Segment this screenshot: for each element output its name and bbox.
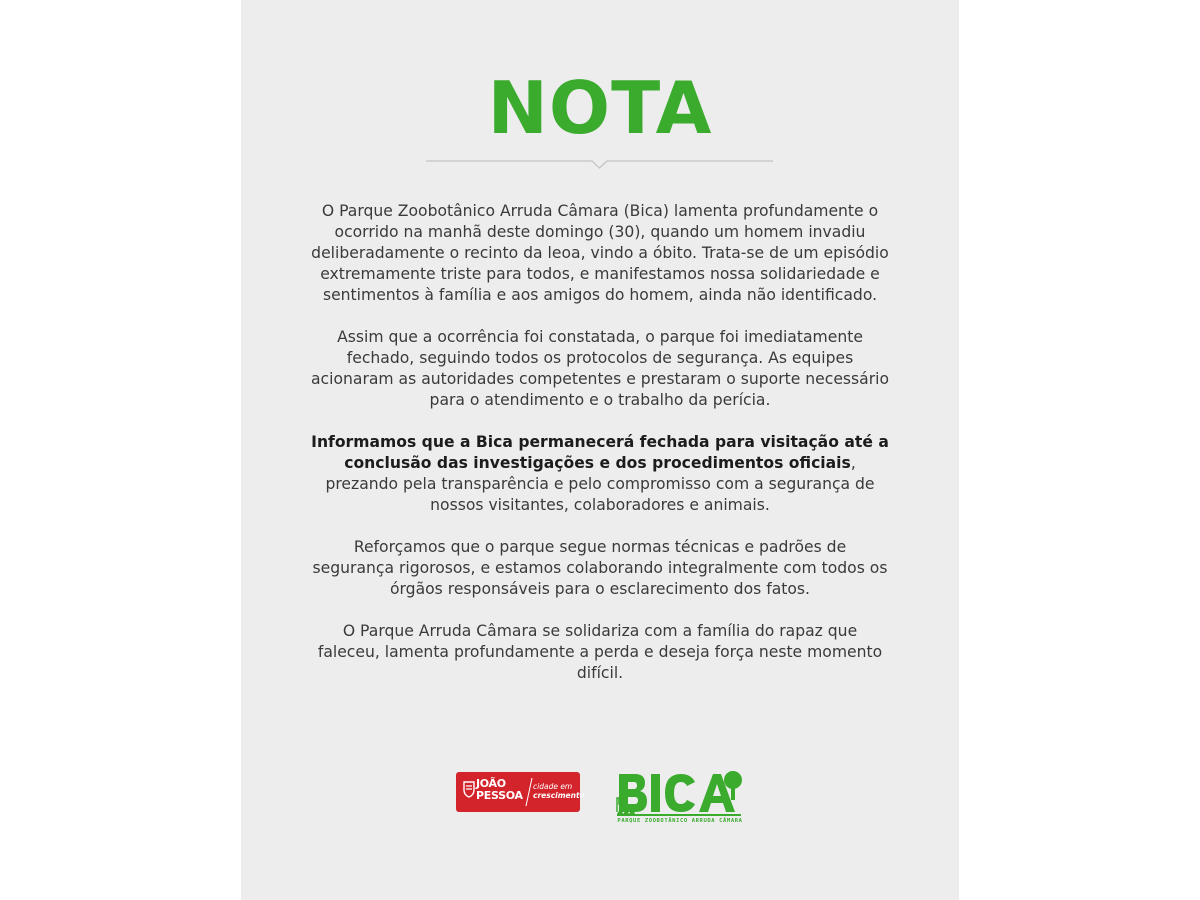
paragraph-3-bold: Informamos que a Bica permanecerá fechada para visitação até a conclusão das investigações e dos procedimentos oficiais [311, 433, 889, 472]
page-title: NOTA [487, 66, 713, 150]
joao-pessoa-line1: JOÃO [476, 777, 506, 790]
joao-pessoa-slogan [533, 782, 585, 800]
joao-pessoa-name [476, 778, 523, 802]
paragraph-3 [311, 432, 889, 516]
note-card [241, 0, 959, 900]
slogan-line2: crescimento [533, 791, 585, 800]
paragraph-4: Reforçamos que o parque segue normas técnicas e padrões de segurança rigorosos, e estamos colaborando integralmente com todos os órgãos responsáveis para o esclarecimento dos fatos. [312, 538, 888, 598]
paragraph-1: O Parque Zoobotânico Arruda Câmara (Bica) lamenta profundamente o ocorrido na manhã deste domingo (30), quando um homem invadiu deliberadamente o recinto da leoa, vindo a óbito. Trata-se de um episódio extremamente triste para todos, e manifestamos nossa solidariedade e sentimentos à família e aos amigos do homem, ainda não identificado. [311, 202, 889, 304]
title-divider [426, 160, 773, 172]
joao-pessoa-line2: PESSOA [476, 789, 523, 802]
joao-pessoa-logo [456, 772, 585, 812]
paragraph-3-rest: , prezando pela transparência e pelo compromisso com a segurança de nossos visitantes, colaboradores e animais. [325, 454, 875, 514]
bica-logo [615, 768, 745, 830]
note-body [311, 201, 889, 705]
paragraph-5: O Parque Arruda Câmara se solidariza com a família do rapaz que faleceu, lamenta profundamente a perda e deseja força neste momento difícil. [317, 622, 883, 682]
city-emblem-icon [462, 780, 476, 798]
slogan-line1: cidade em [533, 782, 573, 791]
paragraph-2: Assim que a ocorrência foi constatada, o parque foi imediatamente fechado, seguindo todos os protocolos de segurança. As equipes acionaram as autoridades competentes e prestaram o suporte necessário para o atendimento e o trabalho da perícia. [311, 328, 890, 409]
bica-subtitle: PARQUE ZOOBOTÂNICO ARRUDA CÂMARA [617, 818, 743, 824]
bica-wordmark-icon [615, 768, 745, 818]
